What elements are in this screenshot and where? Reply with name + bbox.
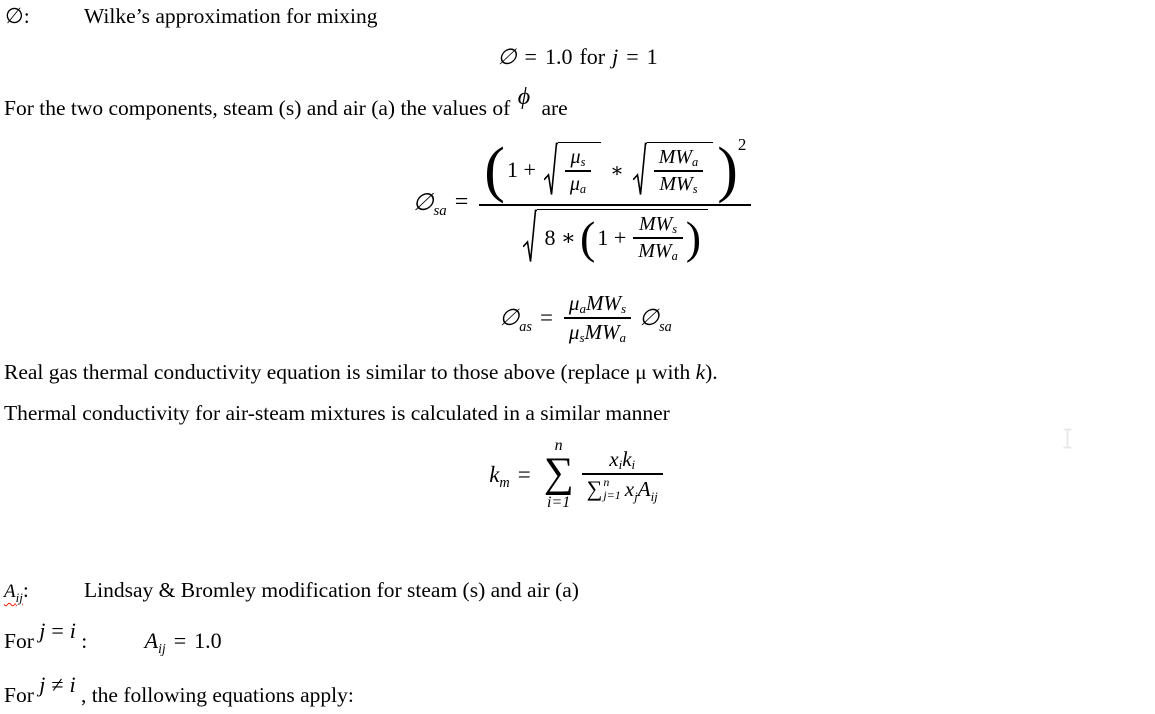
var-j: j (39, 618, 46, 643)
phi-symbol: ∅ (639, 305, 660, 330)
aij-value-equation (144, 628, 222, 657)
var-mu: μ (570, 146, 581, 168)
subscript-sa: sa (659, 318, 672, 335)
value-one-point-zero: 1.0 (544, 44, 573, 69)
intro-sentence (4, 84, 568, 122)
var-k: k (695, 360, 706, 384)
var-mw: MW (659, 173, 693, 195)
subscript-ij: ij (15, 590, 23, 606)
intro-text: For the two components, steam (s) and air (a) the values of (4, 96, 511, 120)
equation-phi-sa (0, 135, 1155, 266)
subscript-m: m (499, 475, 510, 492)
phi-symbol: ∅ (497, 44, 517, 69)
open-paren: ( (580, 212, 596, 263)
radical-sign (633, 142, 647, 198)
equation-phi-unity (0, 44, 1155, 70)
subscript-ij: ij (158, 641, 166, 657)
para-text: Thermal conductivity for air-steam mixtures is calculated in a similar manner (4, 401, 670, 425)
var-i: i (69, 618, 76, 643)
sigma-icon: ∑ (586, 476, 603, 502)
var-j: j (39, 672, 46, 697)
case-j-not-equal-i (4, 672, 354, 708)
var-mw: MW (658, 146, 693, 168)
equals-sign: = (524, 44, 537, 69)
var-mu: μ (568, 320, 580, 344)
subscript-a: a (579, 181, 587, 196)
radical-sign (544, 142, 558, 198)
not-equal-sign: ≠ (51, 672, 64, 697)
aij-definition: Lindsay & Bromley modification for steam (s) and air (a) (84, 578, 579, 602)
sum-upper-limit: n (554, 437, 563, 454)
value-one-point-zero: 1.0 (194, 628, 222, 653)
asterisk-operator: ∗ (610, 159, 624, 182)
sqrt-mu-ratio (544, 142, 601, 198)
subscript-s: s (672, 221, 678, 236)
sentence-end: , the following equations apply: (80, 683, 354, 707)
equals-sign: = (539, 305, 553, 330)
subscript-i: i (618, 456, 623, 472)
value-one: 1 (646, 44, 658, 69)
equals-sign: = (517, 461, 531, 487)
aij-symbol-misspelled (4, 578, 23, 606)
subscript-s: s (692, 181, 698, 196)
var-A: A (4, 581, 16, 602)
var-mu: μ (568, 291, 580, 315)
subscript-sa: sa (433, 203, 447, 220)
exponent-2: 2 (737, 135, 747, 154)
subscript-s: s (579, 329, 585, 345)
subscript-a: a (671, 248, 678, 263)
phi-symbol: ∅ (412, 189, 434, 216)
phi-term: ∅: (5, 4, 30, 28)
subscript-s: s (620, 300, 627, 316)
main-fraction (479, 135, 751, 266)
intro-text-end: are (541, 96, 568, 120)
var-mw: MW (638, 240, 672, 262)
var-x: x (609, 447, 619, 472)
var-j: j (612, 44, 619, 69)
i-beam-cursor-icon (1062, 428, 1073, 449)
para-thermal (4, 401, 670, 426)
mu-mw-fraction (564, 290, 631, 346)
var-A: A (637, 476, 651, 501)
word-for: For (4, 629, 34, 653)
subscript-ij: ij (650, 488, 658, 504)
subscript-s: s (580, 154, 586, 169)
condition-j-not-equal-i (39, 672, 75, 697)
sum-lower-limit: i=1 (547, 493, 571, 511)
word-for: For (4, 683, 34, 707)
open-paren: ( (484, 136, 505, 204)
var-mw: MW (584, 320, 620, 344)
colon: : (81, 629, 88, 653)
phi-as-lhs (499, 305, 532, 335)
var-k: k (489, 461, 500, 487)
close-paren: ) (717, 136, 738, 204)
case-j-equals-i (4, 618, 222, 657)
subscript-as: as (519, 318, 532, 335)
equals-sign: = (51, 618, 64, 643)
condition-j-equals-i (39, 618, 76, 643)
km-lhs (489, 461, 510, 492)
summation-j-inline (587, 476, 621, 502)
var-A: A (144, 628, 159, 653)
equation-km (0, 438, 1155, 511)
km-fraction (582, 446, 663, 503)
para-text-end: ). (705, 360, 718, 384)
subscript-a: a (579, 300, 586, 316)
var-x: x (624, 476, 635, 501)
equals-sign: = (454, 188, 469, 215)
sum-lower-limit: j=1 (603, 488, 621, 503)
word-for: for (579, 44, 606, 69)
sqrt-mw-ratio (633, 142, 714, 198)
var-i: i (69, 672, 76, 697)
subscript-i: i (631, 456, 636, 472)
var-k: k (622, 447, 632, 472)
aij-term (4, 578, 84, 606)
equals-sign: = (626, 44, 639, 69)
var-mu: μ (569, 173, 580, 195)
para-real-gas (4, 360, 718, 385)
phi-definition: Wilke’s approximation for mixing (84, 4, 378, 28)
phi-sa-rhs (639, 305, 672, 335)
sigma-icon: ∑ (543, 450, 574, 496)
para-text: Real gas thermal conductivity equation is similar to those above (replace μ with (4, 360, 696, 384)
phi-inline-symbol: ϕ (517, 84, 531, 110)
var-mw: MW (585, 291, 621, 315)
sqrt-denominator (523, 209, 709, 265)
close-paren: ) (685, 212, 702, 263)
eight-times: 8 ∗ (544, 225, 576, 250)
colon: : (22, 578, 29, 602)
one-plus: 1 + (506, 157, 536, 182)
var-mw: MW (638, 213, 673, 235)
one-plus: 1 + (597, 225, 627, 250)
subscript-a: a (692, 154, 699, 169)
definition-line-aij (4, 578, 579, 606)
phi-symbol: ∅ (499, 305, 520, 330)
summation-i (544, 438, 574, 511)
xj-aij-group (625, 477, 658, 502)
radical-sign (523, 209, 537, 265)
equation-phi-as (0, 290, 1155, 346)
sum-upper-limit: n (603, 475, 610, 490)
equals-sign: = (173, 628, 187, 653)
subscript-a: a (619, 329, 627, 345)
definition-line-phi (5, 4, 378, 29)
subscript-j: j (634, 488, 638, 504)
phi-sa-lhs (412, 188, 447, 220)
